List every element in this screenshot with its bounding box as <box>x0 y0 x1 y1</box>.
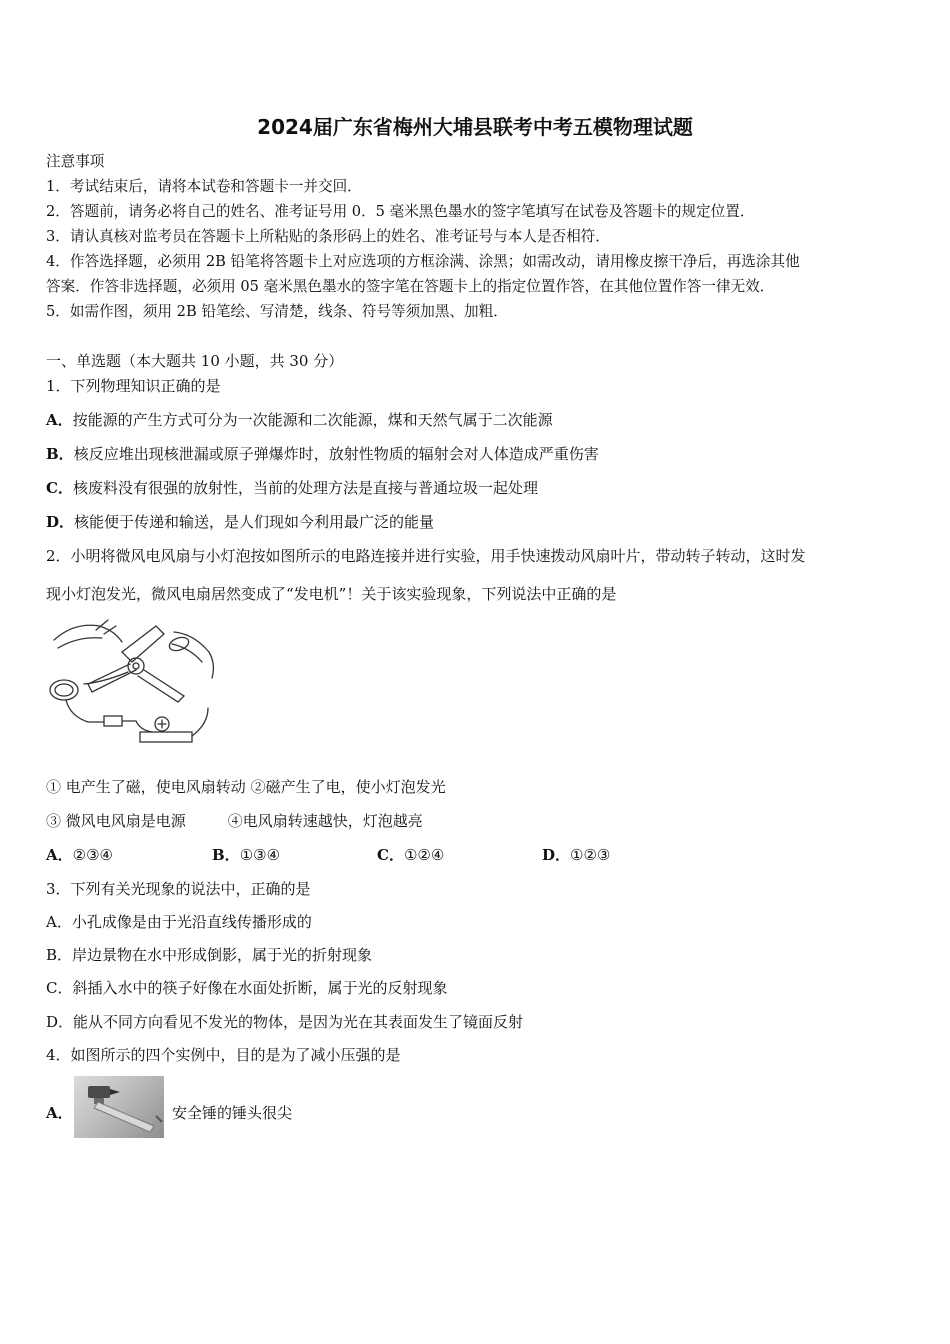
question-2-option-c <box>377 845 444 865</box>
option-text: ①②④ <box>403 846 445 864</box>
option-label: C． <box>377 846 404 864</box>
option-label: D． <box>542 846 571 864</box>
notice-item: 2．答题前，请务必将自己的姓名、准考证号用 0．5 毫米黑色墨水的签字笔填写在试卷及答题卡的规定位置． <box>46 203 755 220</box>
question-1-stem: 1．下列物理知识正确的是 <box>46 377 221 395</box>
option-text: 核反应堆出现核泄漏或原子弹爆炸时，放射性物质的辐射会对人体造成严重伤害 <box>73 445 599 463</box>
question-3-stem: 3．下列有关光现象的说法中，正确的是 <box>46 880 311 898</box>
option-label: B． <box>212 846 240 864</box>
option-label: A． <box>46 411 73 429</box>
question-1-option-a <box>46 410 553 430</box>
option-label: D． <box>46 513 75 531</box>
question-4-option-a-text: 安全锤的锤头很尖 <box>172 1104 293 1122</box>
notice-item: 3．请认真核对监考员在答题卡上所粘贴的条形码上的姓名、准考证号与本人是否相符． <box>46 228 610 245</box>
notice-item: 5．如需作图，须用 2B 铅笔绘、写清楚，线条、符号等须加黑、加粗． <box>46 303 508 320</box>
fan-circuit-figure <box>44 612 222 748</box>
question-2-statements <box>46 777 446 797</box>
question-1-option-c <box>46 478 538 498</box>
option-label: A． <box>46 846 73 864</box>
page-title: 2024届广东省梅州大埔县联考中考五模物理试题 <box>257 115 693 139</box>
option-label: A． <box>46 1104 73 1122</box>
question-2-statements <box>46 811 423 831</box>
option-text: 按能源的产生方式可分为一次能源和二次能源，煤和天然气属于二次能源 <box>72 411 553 429</box>
notice-item: 4．作答选择题，必须用 2B 铅笔将答题卡上对应选项的方框涂满、涂黑；如需改动，请用橡皮擦干净后，再选涂其他 <box>46 253 800 270</box>
question-2-stem: 现小灯泡发光，微风电扇居然变成了“发电机”！关于该实验现象，下列说法中正确的是 <box>46 585 617 603</box>
option-text: ②③④ <box>72 846 113 864</box>
option-label: B． <box>46 445 74 463</box>
notice-item: 答案．作答非选择题，必须用 05 毫米黑色墨水的签字笔在答题卡上的指定位置作答，在其他位置作答一律无效． <box>46 278 775 295</box>
option-label: C． <box>46 479 73 497</box>
statement-4: ④电风扇转速越快，灯泡越亮 <box>227 812 423 830</box>
question-2-stem: 2．小明将微风电风扇与小灯泡按如图所示的电路连接并进行实验，用手快速拨动风扇叶片，带动转子转动，这时发 <box>46 547 806 565</box>
question-2-option-b <box>212 845 280 865</box>
question-3-option-c: C．斜插入水中的筷子好像在水面处折断，属于光的反射现象 <box>46 979 448 997</box>
question-2-option-d <box>542 845 610 865</box>
question-3-option-b: B．岸边景物在水中形成倒影，属于光的折射现象 <box>46 946 373 964</box>
question-4-stem: 4．如图所示的四个实例中，目的是为了减小压强的是 <box>46 1046 401 1064</box>
section-heading: 一、单选题（本大题共 10 小题，共 30 分） <box>46 352 344 370</box>
statement-1: ① 电产生了磁，使电风扇转动 <box>46 778 246 796</box>
option-text: 核废料没有很强的放射性，当前的处理方法是直接与普通垃圾一起处理 <box>72 479 538 497</box>
notice-item: 1．考试结束后，请将本试卷和答题卡一并交回． <box>46 178 362 195</box>
question-1-option-d <box>46 512 434 532</box>
option-text: ①②③ <box>570 846 611 864</box>
option-text: 核能便于传递和输送，是人们现如今利用最广泛的能量 <box>74 513 435 531</box>
question-3-option-a: A．小孔成像是由于光沿直线传播形成的 <box>46 913 312 931</box>
question-4-option-label <box>46 1103 73 1123</box>
notice-heading: 注意事项 <box>46 153 105 170</box>
question-1-option-b <box>46 444 599 464</box>
option-text: ①③④ <box>239 846 281 864</box>
statement-3: ③ 微风电风扇是电源 <box>46 812 186 830</box>
question-3-option-d: D．能从不同方向看见不发光的物体，是因为光在其表面发生了镜面反射 <box>46 1013 524 1031</box>
hammer-icon <box>74 1076 164 1138</box>
statement-2: ②磁产生了电，使小灯泡发光 <box>250 778 446 796</box>
safety-hammer-image <box>74 1076 164 1138</box>
question-2-option-a <box>46 845 113 865</box>
